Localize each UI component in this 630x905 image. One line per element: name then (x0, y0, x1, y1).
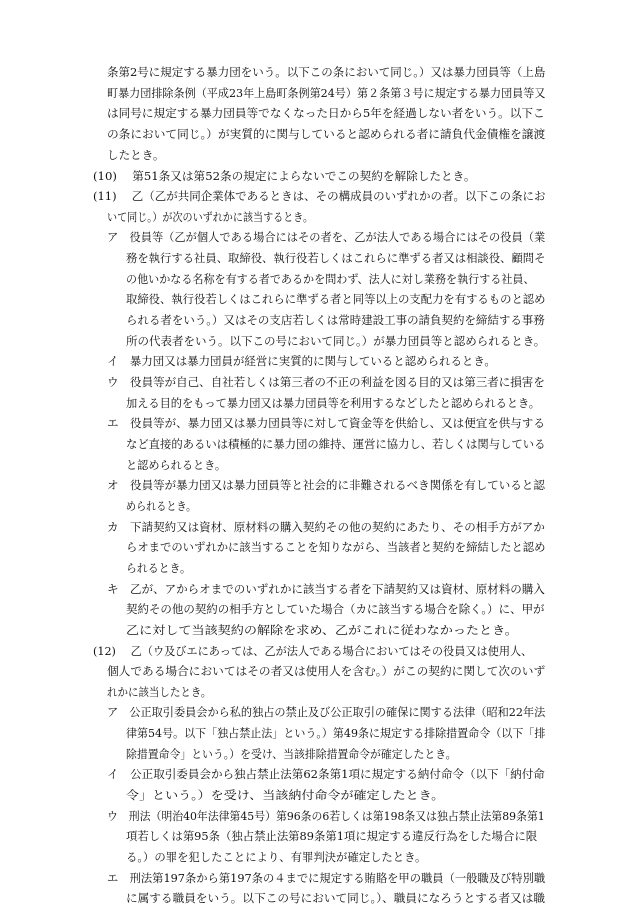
text-line: 項若しくは第95条（独占禁止法第89条第1項に規定する違反行為をした場合に限 (126, 829, 538, 843)
text-line: られる者をいう。）又はその支店若しくは常時建設工事の請負契約を締結する事務 (126, 313, 545, 327)
text-line: 除措置命令」という。）を受け、当該排除措置命令が確定したとき。 (126, 747, 457, 761)
text-line: 所の代表者をいう。以下この号において同じ。）が暴力団員等と認められるとき。 (126, 334, 546, 348)
text-line: の条において同じ。）が実質的に関与していると認められる者に請負代金債権を譲渡 (107, 127, 546, 141)
item-11: (11) 乙（乙が共同企業体であるときは、その構成員のいずれかの者。以下この条にお (93, 189, 546, 203)
subitem-u-12: ウ 刑法（明治40年法律第45号）第96条の6若しくは第198条又は独占禁止法第89条第1 (107, 809, 545, 823)
item-10: (10) 第51条又は第52条の規定によらないでこの契約を解除したとき。 (93, 169, 476, 183)
text-line: に属する職員をいう。以下この号において同じ。）、職員になろうとする者又は職 (126, 891, 546, 905)
text-line: したとき。 (107, 148, 165, 162)
subitem-o: オ 役員等が暴力団又は暴力団員等と社会的に非難されるべき関係を有していると認 (107, 478, 545, 492)
text-line: 律第54号。以下「独占禁止法」という。）第49条に規定する排除措置命令（以下「排 (126, 726, 546, 740)
subitem-ki: キ 乙が、アからオまでのいずれかに該当する者を下請契約又は資材、原材料の購入 (107, 582, 545, 596)
item-12: (12) 乙（ウ及びエにあっては、乙が法人である場合においてはその役員又は使用人、 (93, 644, 533, 658)
text-line: 契約その他の契約の相手方としていた場合（カに該当する場合を除く。）に、甲が (126, 602, 545, 616)
text-line: は同号に規定する暴力団員等でなくなった日から5年を経過しない者をいう。以下こ (107, 106, 545, 120)
subitem-i: イ 暴力団又は暴力団員が経営に実質的に関与していると認められるとき。 (107, 354, 496, 368)
text-line: れかに該当したとき。 (107, 685, 212, 699)
subitem-a: ア 役員等（乙が個人である場合にはその者を、乙が法人である場合にはその役員（業 (107, 230, 546, 244)
text-line: められるとき。 (126, 499, 197, 513)
subitem-a-12: ア 公正取引委員会から私的独占の禁止及び公正取引の確保に関する法律（昭和22年法 (107, 705, 546, 719)
subitem-i-12: イ 公正取引委員会から独占禁止法第62条第1項に規定する納付命令（以下「納付命 (107, 767, 545, 781)
text-line: 乙に対して当該契約の解除を求め、乙がこれに従わなかったとき。 (126, 623, 518, 637)
subitem-ka: カ 下請契約又は資材、原材料の購入契約その他の契約にあたり、その相手方がアか (107, 520, 545, 534)
text-line: 令」という。）を受け、当該納付命令が確定したとき。 (126, 788, 445, 802)
text-line: 務を執行する社員、取締役、執行役若しくはこれらに準ずる者又は相談役、顧問そ (126, 251, 546, 265)
subitem-e-12: エ 刑法第197条から第197条の４までに規定する賄賂を甲の職員（一般職及び特別職 (107, 871, 546, 885)
text-line: など直接的あるいは積極的に暴力団の維持、運営に協力し、若しくは関与している (126, 437, 546, 451)
subitem-e: エ 役員等が、暴力団又は暴力団員等に対して資金等を供給し、又は便宜を供与する (107, 416, 545, 430)
text-line: の他いかなる名称を有する者であるかを問わず、法人に対し業務を執行する社員、 (126, 272, 535, 286)
text-line: 条第2号に規定する暴力団をいう。以下この条において同じ。）又は暴力団員等（上島 (107, 65, 546, 79)
text-line: られるとき。 (126, 561, 191, 575)
text-line: と認められるとき。 (126, 458, 227, 472)
text-line: る。）の罪を犯したことにより、有罪判決が確定したとき。 (126, 850, 427, 864)
text-line: 町暴力団排除条例（平成23年上島町条例第24号）第２条第３号に規定する暴力団員等又 (107, 86, 546, 100)
subitem-u: ウ 役員等が自己、自社若しくは第三者の不正の利益を図る目的又は第三者に損害を (107, 375, 545, 389)
text-line: 個人である場合においてはその者又は使用人を含む。）がこの契約に関して次のいず (107, 664, 546, 678)
text-line: らオまでのいずれかに該当することを知りながら、当該者と契約を締結したと認め (126, 540, 546, 554)
text-line: 加える目的をもって暴力団又は暴力団員等を利用するなどしたと認められるとき。 (126, 396, 540, 410)
text-line: いて同じ。）が次のいずれかに該当するとき。 (107, 210, 314, 224)
text-line: 取締役、執行役若しくはこれらに準ずる者と同等以上の支配力を有するものと認め (126, 292, 546, 306)
